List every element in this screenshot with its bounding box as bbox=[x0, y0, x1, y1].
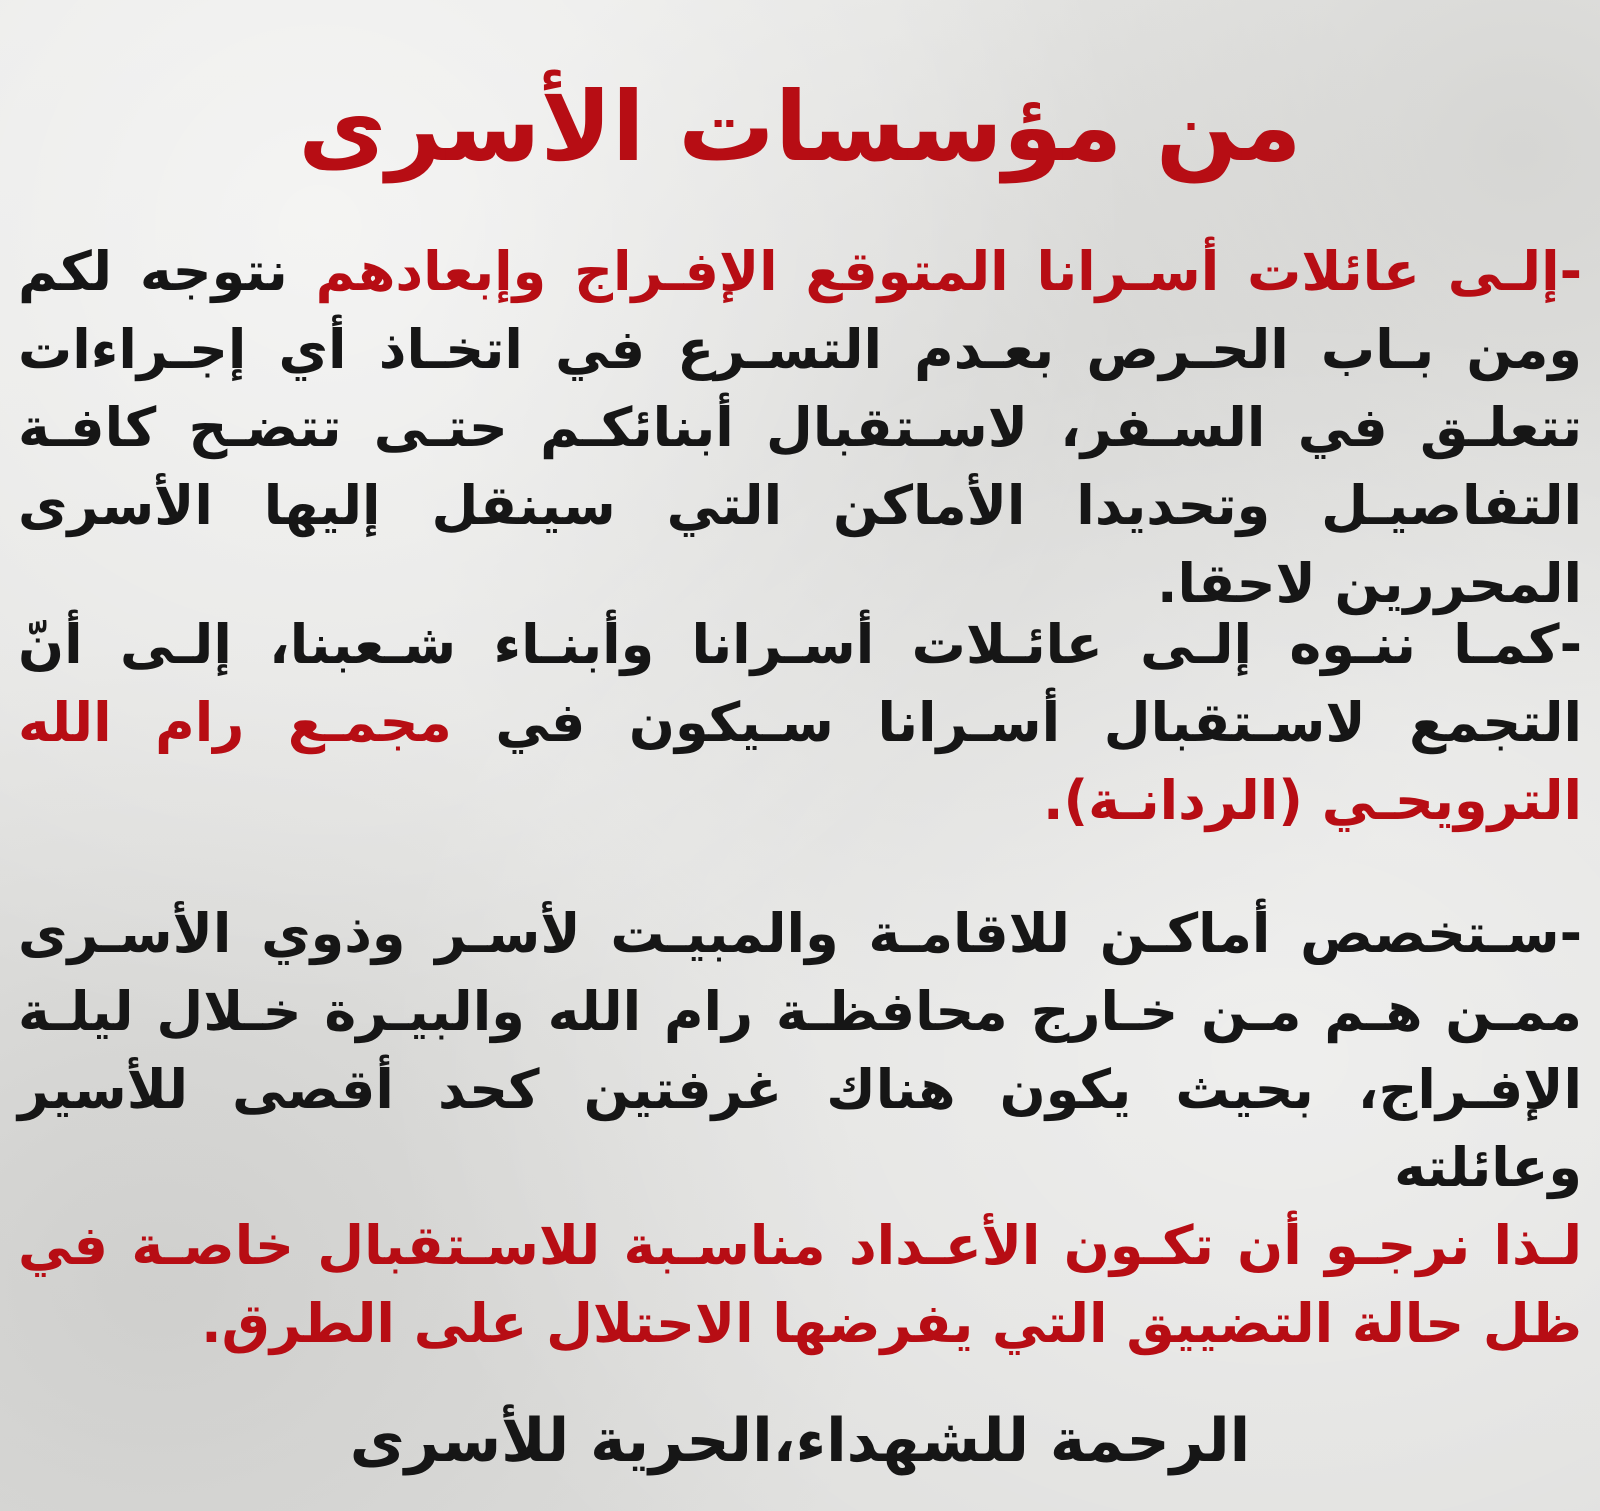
highlight-text: مجمـع رام الله الترويحـي (الردانـة). bbox=[18, 691, 1582, 832]
paragraph-release-families bbox=[18, 233, 1582, 623]
paragraph-gathering-location bbox=[18, 606, 1582, 840]
page-title: من مؤسسات الأسرى bbox=[298, 71, 1302, 183]
highlight-text: -إلـى عائلات أسـرانا المتوقع الإفـراج وإبعادهم bbox=[315, 240, 1583, 303]
body-text: نتوجه لكم ومن بـاب الحـرص بعـدم التسـرع في اتخـاذ أي إجـراءات تتعلـق في السـفر، لاسـتقبال أبنائكـم حتـى تتضـح كافـة التفاصيـل وتحديدا الأماكن التي سينقل إليها الأسرى المحررين لاحقا. bbox=[18, 240, 1582, 615]
paragraph-accommodation bbox=[18, 895, 1582, 1363]
body-text: -سـتخصص أماكـن للاقامـة والمبيـت لأسـر وذوي الأسـرى ممـن هـم مـن خـارج محافظـة رام الله والبيـرة خـلال ليلـة الإفـراج، بحيث يكون هناك غرفتين كحد أقصى للأسير وعائلته bbox=[18, 902, 1582, 1199]
footer-slogan: الرحمة للشهداء،الحرية للأسرى bbox=[349, 1406, 1251, 1476]
body-text: -كمـا ننـوه إلـى عائـلات أسـرانا وأبنـاء شـعبنا، إلـى أنّ التجمع لاسـتقبال أسـرانا سـيكون في bbox=[18, 613, 1583, 754]
highlight-text: لـذا نرجـو أن تكـون الأعـداد مناسـبة للاسـتقبال خاصـة في ظل حالة التضييق التي يفرضها الاحتلال على الطرق. bbox=[18, 1214, 1582, 1355]
